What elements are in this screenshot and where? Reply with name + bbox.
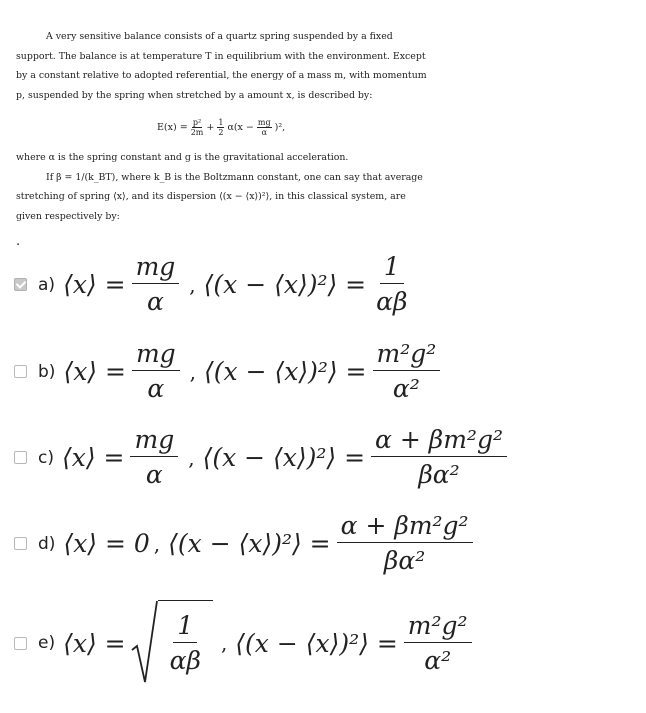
eq-frac-3-den: α bbox=[261, 128, 267, 137]
frac-den: βα² bbox=[383, 546, 426, 575]
eq-frac-1 bbox=[191, 118, 204, 137]
mean-x: ⟨x⟩ = bbox=[63, 270, 126, 299]
frac-num: α + βm²g² bbox=[337, 513, 473, 543]
dispersion: ⟨(x − ⟨x⟩)²⟩ = bbox=[203, 270, 367, 299]
dispersion: ⟨(x − ⟨x⟩)²⟩ = bbox=[202, 443, 366, 472]
frac-1-alphabeta bbox=[372, 254, 411, 315]
mean-x: ⟨x⟩ = bbox=[61, 443, 125, 472]
option-d[interactable] bbox=[14, 513, 479, 574]
problem-statement bbox=[16, 27, 434, 105]
sqrt-radicand bbox=[158, 600, 213, 686]
problem-paragraph-3: If β = 1/(k_BT), where k_B is the Boltzmann constant, one can say that average stretching of spring ⟨x⟩, and its dispersion ⟨(x − ⟨x⟩)²⟩, in this classical system, are given respectively by: bbox=[16, 171, 423, 222]
sqrt bbox=[130, 600, 213, 686]
mean-x: ⟨x⟩ = bbox=[63, 628, 126, 658]
eq-frac-2 bbox=[217, 118, 224, 137]
problem-paragraph-1: A very sensitive balance consists of a quartz spring suspended by a fixed support. The balance is at temperature T in equilibrium with the environment. Except by a constant relative to adopted referential, the energy of a mass m, with momentum p, suspended by the spring when stretched by a amount x, is described by: bbox=[16, 31, 427, 101]
dispersion: ⟨(x − ⟨x⟩)²⟩ = bbox=[235, 628, 398, 658]
eq-frac-2-den: 2 bbox=[218, 128, 224, 137]
energy-equation bbox=[157, 118, 285, 137]
option-b[interactable] bbox=[14, 341, 446, 402]
option-b-math bbox=[63, 341, 446, 402]
option-c[interactable] bbox=[14, 427, 513, 488]
stray-dot: . bbox=[16, 234, 21, 249]
frac-den: α bbox=[145, 460, 163, 489]
eq-plus: + bbox=[206, 122, 215, 133]
eq-frac-1-num: p² bbox=[192, 118, 202, 127]
eq-frac-3 bbox=[257, 118, 272, 137]
frac-den: βα² bbox=[418, 460, 460, 489]
sqrt-sign bbox=[130, 600, 158, 686]
frac-num: 1 bbox=[173, 613, 197, 643]
dispersion: ⟨(x − ⟨x⟩)²⟩ = bbox=[204, 357, 367, 386]
frac-num: m²g² bbox=[404, 613, 472, 643]
eq-frac-3-num: mg bbox=[257, 118, 271, 127]
comma: , bbox=[189, 359, 197, 384]
frac-den: α² bbox=[392, 374, 420, 403]
eq-mid: α(x − bbox=[227, 122, 254, 133]
frac-num: mg bbox=[132, 254, 180, 284]
frac-den: αβ bbox=[169, 646, 201, 675]
option-e-label: e) bbox=[38, 633, 56, 653]
frac-den: αβ bbox=[376, 287, 408, 316]
frac-1-alphabeta bbox=[166, 613, 205, 674]
comma: , bbox=[220, 631, 228, 655]
frac-num: mg bbox=[130, 427, 178, 457]
eq-end: )², bbox=[274, 122, 286, 133]
frac-num: m²g² bbox=[373, 341, 441, 371]
option-d-math bbox=[63, 513, 478, 574]
option-e-math bbox=[63, 600, 477, 686]
frac-num: α + βm²g² bbox=[371, 427, 507, 457]
problem-paragraph-2: where α is the spring constant and g is the gravitational acceleration. bbox=[16, 152, 349, 163]
checkbox-c[interactable] bbox=[14, 451, 27, 464]
frac-mg-alpha bbox=[132, 341, 180, 402]
frac-num: mg bbox=[132, 341, 180, 371]
option-e[interactable] bbox=[14, 600, 478, 686]
frac-den: α² bbox=[424, 645, 452, 675]
checkbox-a[interactable] bbox=[14, 278, 27, 291]
eq-frac-2-num: 1 bbox=[218, 118, 224, 127]
option-c-label: c) bbox=[38, 447, 54, 468]
checkbox-b[interactable] bbox=[14, 365, 27, 378]
frac-den: α bbox=[147, 374, 165, 403]
mean-x: ⟨x⟩ = bbox=[63, 357, 126, 386]
eq-frac-1-den: 2m bbox=[190, 128, 204, 137]
problem-statement-2 bbox=[16, 148, 434, 226]
frac-sum-over-betaalpha2 bbox=[337, 513, 473, 574]
checkbox-e[interactable] bbox=[14, 637, 27, 650]
mean-x-zero: ⟨x⟩ = 0 bbox=[63, 529, 150, 558]
frac-mg-alpha bbox=[130, 427, 178, 488]
frac-den: α bbox=[146, 287, 164, 316]
frac-num: 1 bbox=[380, 254, 404, 284]
frac-m2g2-alpha2 bbox=[404, 610, 472, 675]
frac-mg-alpha bbox=[132, 254, 180, 315]
option-a-math bbox=[63, 254, 417, 315]
checkbox-d[interactable] bbox=[14, 537, 27, 550]
comma: , bbox=[189, 272, 196, 297]
option-a-label: a) bbox=[38, 274, 56, 295]
eq-lhs: E(x) = bbox=[157, 122, 188, 133]
frac-m2g2-alpha2 bbox=[373, 341, 441, 402]
dispersion: ⟨(x − ⟨x⟩)²⟩ = bbox=[168, 529, 331, 558]
option-b-label: b) bbox=[38, 361, 56, 382]
option-d-label: d) bbox=[38, 533, 56, 554]
frac-sum-over-betaalpha2 bbox=[371, 427, 507, 488]
option-c-math bbox=[62, 427, 513, 488]
comma: , bbox=[153, 531, 161, 556]
option-a[interactable] bbox=[14, 254, 417, 315]
comma: , bbox=[188, 445, 195, 470]
